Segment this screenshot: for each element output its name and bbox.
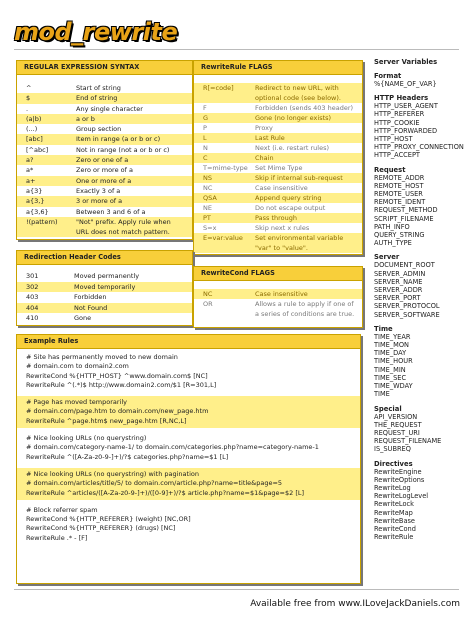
cond-flag-row [194,289,362,299]
example-line: # Nice looking URLs (no querystring) [26,434,147,443]
regex-pattern: (a|b) [26,114,42,123]
example-rules-header: Example Rules [17,335,360,349]
cond-flag-description: Case insensitive [255,290,308,298]
sv-section-heading: Time [374,324,393,333]
cond-flag-code: OR [203,300,213,308]
sv-item: TIME_MIN [374,365,406,374]
example-line: RewriteCond %{HTTP_REFERER} (weight) [NC,OR] [26,515,191,524]
flag-description: Chain [255,154,274,162]
status-description: Gone [74,314,92,322]
flag-description: Skip if internal sub-request [255,174,343,182]
regex-description: Zero or one of a [76,156,129,165]
cond-flag-description: Allows a rule to apply if one of [255,300,354,308]
flag-row [194,243,362,253]
flag-code: NE [203,204,212,212]
flag-description: "var" to "value". [255,244,308,252]
sv-item: THE_REQUEST [374,420,422,429]
regex-row [17,217,192,227]
sv-item: TIME_HOUR [374,357,413,366]
flag-description: optional code (see below). [255,94,341,102]
example-line: RewriteRule ^([A-Za-z0-9-]+)/?$ categories.php?name=$1 [L] [26,452,229,461]
regex-pattern: (...) [26,125,38,134]
sv-item: SERVER_SOFTWARE [374,310,440,319]
regex-row [17,124,192,134]
flag-description: Set Mime Type [255,164,303,172]
status-code: 410 [26,314,39,322]
flag-code: L [203,134,207,142]
flag-row [194,93,362,103]
example-line: # domain.com/articles/title/5/ to domain.com/article.php?name=title&page=5 [26,479,283,488]
sv-item: DOCUMENT_ROOT [374,261,435,270]
rewritecond-flags-rows [194,289,362,319]
flag-description: Pass through [255,214,297,222]
status-code: 301 [26,272,39,280]
flag-row [194,173,362,183]
example-line: RewriteRule ^(.*)$ http://www.domain2.com/$1 [R=301,L] [26,380,217,389]
sv-item: SERVER_NAME [374,277,423,286]
flag-code: E=var:value [203,234,243,242]
regex-description: Start of string [76,84,121,92]
flag-row [194,213,362,223]
sv-item: REQUEST_FILENAME [374,437,442,446]
flag-code: P [203,124,207,132]
regex-description: Exactly 3 of a [76,186,121,195]
regex-pattern: !(pattern) [26,217,58,226]
example-line: RewriteRule ^articles/([A-Za-z0-9-]+)/([0-9]+)/?$ article.php?name=$1&page=$2 [L] [26,488,305,497]
server-variables-column [374,58,474,541]
regex-syntax-box [16,60,193,240]
regex-row [17,165,192,175]
sv-item: RewriteBase [374,516,415,525]
flag-row [194,223,362,233]
flag-code: F [203,104,207,112]
regex-row [17,134,192,144]
status-description: Moved temporarily [74,282,136,291]
example-line: RewriteCond %{HTTP_HOST} ^www.domain.com$ [NC] [26,371,208,380]
regex-description: Not in range (not a or b or c) [76,145,170,154]
sv-item: TIME_WDAY [374,382,413,391]
regex-description: 3 or more of a [76,197,123,206]
status-description: Not Found [74,303,108,312]
flag-code: R[=code] [203,84,234,92]
code-row [17,313,192,324]
flag-description: Proxy [255,124,273,132]
regex-pattern: [abc] [26,135,43,144]
status-description: Forbidden [74,293,107,301]
example-group [17,351,360,392]
sv-item: PATH_INFO [374,222,410,231]
status-code: 404 [26,303,39,312]
status-description: Moved permanently [74,272,140,280]
code-row [17,282,192,293]
sv-item: RewriteLock [374,500,414,509]
regex-description: a or b [76,114,95,123]
server-variables-title: Server Variables [374,58,438,66]
regex-pattern: a? [26,156,34,165]
regex-pattern: a{3} [26,186,43,195]
sv-item: SERVER_ADDR [374,286,423,295]
sv-item: TIME [374,390,390,399]
flag-code [203,243,255,253]
sv-item: SERVER_PROTOCOL [374,302,440,311]
example-line: # domain.com/page.htm to domain.com/new_page.htm [26,407,209,416]
sv-item: RewriteEngine [374,467,422,476]
regex-row [17,207,192,217]
example-line: # domain.com to domain2.com [26,362,129,371]
cond-flag-description: a series of conditions are true. [255,310,355,318]
example-group [17,396,360,428]
sv-item: TIME_DAY [374,349,407,358]
sv-item: HTTP_FORWARDED [374,126,438,135]
status-code: 302 [26,282,39,291]
rewriterule-flags-header: RewriteRule FLAGS [194,61,362,75]
sv-item: API_VERSION [374,412,418,421]
flag-description: Skip next x rules [255,224,310,232]
sv-item: REMOTE_USER [374,190,423,199]
regex-pattern: a* [26,166,34,175]
sv-section-heading: HTTP Headers [374,94,429,103]
sv-item: SERVER_PORT [374,294,421,303]
example-group [17,504,360,545]
sv-item: REQUEST_URI [374,428,420,437]
flag-code: N [203,144,208,152]
flag-row [194,113,362,123]
sv-item: RewriteLog [374,483,411,492]
sv-item: SERVER_ADMIN [374,269,426,278]
sv-item: SCRIPT_FILENAME [374,214,434,223]
regex-row [17,186,192,196]
example-rules-box [16,334,361,584]
regex-row [17,104,192,114]
flag-description: Next (i.e. restart rules) [255,144,330,152]
example-rules-lines [17,351,360,545]
redirect-codes-header: Redirection Header Codes [17,251,192,265]
example-group [17,468,360,500]
redirect-codes-rows [17,271,192,324]
flag-row [194,193,362,203]
cond-flag-code: NC [203,290,213,298]
rewriterule-flags-rows [194,83,362,253]
regex-description: Item in range (a or b or c) [76,135,161,144]
regex-row [17,196,192,206]
flag-row [194,133,362,143]
regex-pattern [26,227,76,237]
rewritecond-flags-box [193,266,363,328]
flag-description: Redirect to new URL, with [255,84,339,92]
sv-item: HTTP_HOST [374,135,413,144]
sv-item: REMOTE_IDENT [374,198,426,207]
regex-description: Zero or more of a [76,166,133,175]
sv-section-heading: Special [374,404,402,413]
footer-credit: Available free from www.ILoveJackDaniels.com [250,599,460,609]
sv-item: REMOTE_HOST [374,181,424,190]
status-code: 403 [26,293,39,301]
flag-description: Forbidden (sends 403 header) [255,104,354,112]
regex-pattern: . [26,104,29,113]
example-line: RewriteCond %{HTTP_REFERER} (drugs) [NC] [26,524,176,533]
example-group [17,432,360,464]
server-variables-sections [374,72,474,541]
code-row [17,292,192,303]
sv-item: REMOTE_ADDR [374,173,425,182]
footer-divider [14,589,459,590]
flag-code: PT [203,214,211,222]
example-line: RewriteRule .* - [F] [26,533,88,542]
example-line: # Page has moved temporarily [26,398,127,407]
sv-item: HTTP_USER_AGENT [374,102,438,111]
regex-row [17,114,192,124]
regex-row [17,227,192,237]
sv-item: TIME_YEAR [374,332,411,341]
sv-item: RewriteMap [374,508,413,517]
rewriterule-flags-box [193,60,363,255]
sv-item: RewriteLogLevel [374,492,429,501]
flag-row [194,103,362,113]
flag-code: G [203,114,209,122]
flag-code: NS [203,174,212,182]
flag-code [203,93,255,103]
flag-row [194,183,362,193]
flag-row [194,153,362,163]
regex-pattern: ^ [26,84,32,92]
regex-description: "Not" prefix. Apply rule when [76,217,171,226]
regex-description: Between 3 and 6 of a [76,207,146,216]
sv-item: AUTH_TYPE [374,239,412,248]
sv-item: TIME_MON [374,341,409,350]
page-title: mod_rewrite [14,18,178,46]
cond-flag-row [194,309,362,319]
regex-rows [17,83,192,237]
flag-description: Do not escape output [255,204,326,212]
regex-pattern: $ [26,94,31,103]
regex-row [17,145,192,155]
regex-description: Group section [76,125,122,134]
regex-description: One or more of a [76,176,132,185]
code-row [17,303,192,314]
flag-row [194,203,362,213]
flag-row [194,233,362,243]
cond-flag-row [194,299,362,309]
regex-description: URL does not match pattern. [76,228,170,237]
sv-item: %{NAME_OF_VAR} [374,80,437,88]
regex-row [17,93,192,103]
example-line: # Block referrer spam [26,505,98,514]
sv-item: HTTP_COOKIE [374,118,420,127]
example-line: # Site has permanently moved to new domain [26,353,178,361]
flag-description: Last Rule [255,134,285,142]
example-line: # Nice looking URLs (no querystring) with pagination [26,469,199,478]
flag-code: T=mime-type [203,164,248,172]
cond-flag-code [203,309,255,319]
sv-item: HTTP_ACCEPT [374,151,420,160]
sv-item: HTTP_REFERER [374,110,425,119]
regex-syntax-header: REGULAR EXPRESSION SYNTAX [17,61,192,75]
example-line: # domain.com/category-name-1/ to domain.com/categories.php?name=category-name-1 [26,443,319,452]
sv-item: RewriteRule [374,533,414,542]
flag-code: QSA [203,194,217,202]
flag-row [194,143,362,153]
code-row [17,271,192,282]
flag-description: Case insensitive [255,184,308,192]
sv-item: RewriteCond [374,524,416,533]
title-divider [14,49,459,50]
regex-pattern: a{3,6} [26,207,49,216]
flag-row [194,123,362,133]
flag-code: S=x [203,224,217,232]
flag-description: Set environmental variable [255,234,344,242]
sv-item: RewriteOptions [374,475,425,484]
regex-row [17,155,192,165]
regex-description: End of string [76,94,118,103]
regex-pattern: a+ [26,176,36,185]
sv-item: TIME_SEC [374,373,407,382]
flag-code: NC [203,184,213,192]
flag-row [194,83,362,93]
example-line: RewriteRule ^page.htm$ new_page.htm [R,NC,L] [26,416,187,425]
flag-description: Append query string [255,194,322,202]
sv-item: REQUEST_METHOD [374,206,438,215]
flag-code: C [203,154,208,162]
regex-row [17,176,192,186]
sv-item: IS_SUBREQ [374,445,411,454]
regex-pattern: a{3,} [26,197,45,206]
sv-section-heading: Request [374,165,406,174]
sv-section-heading: Server [374,253,400,262]
sv-item: HTTP_PROXY_CONNECTION [374,143,464,152]
regex-row [17,83,192,93]
redirect-codes-box [16,250,193,326]
rewritecond-flags-header: RewriteCond FLAGS [194,267,362,281]
sv-section-heading: Directives [374,459,413,468]
flag-row [194,163,362,173]
regex-description: Any single character [76,104,143,113]
sv-section-heading: Format [374,72,402,80]
regex-pattern: [^abc] [26,145,49,154]
sv-item: QUERY_STRING [374,231,425,240]
flag-description: Gone (no longer exists) [255,114,332,122]
